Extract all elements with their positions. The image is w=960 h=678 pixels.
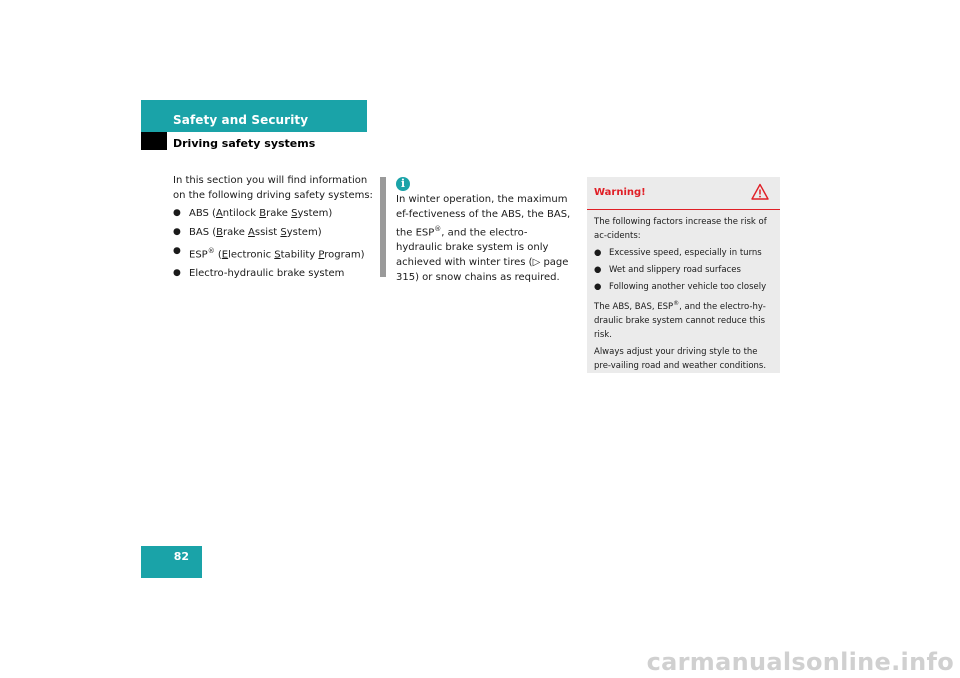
list-item: ● ABS (Antilock Brake System) xyxy=(173,208,333,219)
list-item: ● Excessive speed, especially in turns xyxy=(594,248,762,258)
page-number-tab xyxy=(141,546,202,578)
watermark: carmanualsonline.info xyxy=(646,648,954,676)
warning-triangle-icon xyxy=(751,183,769,201)
list-item: ● Following another vehicle too closely xyxy=(594,282,767,292)
subsection-marker xyxy=(141,132,167,150)
warning-paragraph: The ABS, BAS, ESP®, and the electro-hy-draulic brake system cannot reduce this risk. xyxy=(594,300,766,340)
warning-title: Warning! xyxy=(594,187,646,198)
warning-body xyxy=(594,215,774,376)
subsection-title: Driving safety systems xyxy=(173,137,316,150)
warning-intro: The following factors increase the risk of ac-cidents: xyxy=(594,217,767,241)
section-title: Safety and Security xyxy=(173,113,309,127)
page-reference-arrow-icon: ▷ xyxy=(532,257,541,269)
main-text xyxy=(173,173,373,285)
warning-header xyxy=(587,177,780,210)
risk-factors-list xyxy=(594,246,774,294)
warning-box xyxy=(587,177,780,373)
info-note: In winter operation, the maximum ef-fectiveness of the ABS, the BAS, the ESP®, and the electro-hydraulic brake system is only achieved with winter tires (▷ page 315) or snow chains as required. xyxy=(396,194,571,284)
list-item: ● Electro-hydraulic brake system xyxy=(173,268,345,280)
info-icon: i xyxy=(396,177,410,191)
page-number: 82 xyxy=(173,550,189,563)
warning-advice: Always adjust your driving style to the pre-vailing road and weather conditions. xyxy=(594,346,767,371)
info-sidebar-bar xyxy=(380,177,386,277)
list-item: ● BAS (Brake Assist System) xyxy=(173,227,322,238)
intro-paragraph: In this section you will find information on the following driving safety systems: xyxy=(173,175,373,201)
list-item: ● Wet and slippery road surfaces xyxy=(594,265,741,275)
systems-list xyxy=(173,206,373,281)
list-item: ● ESP® (Electronic Stability Program) xyxy=(173,246,365,261)
